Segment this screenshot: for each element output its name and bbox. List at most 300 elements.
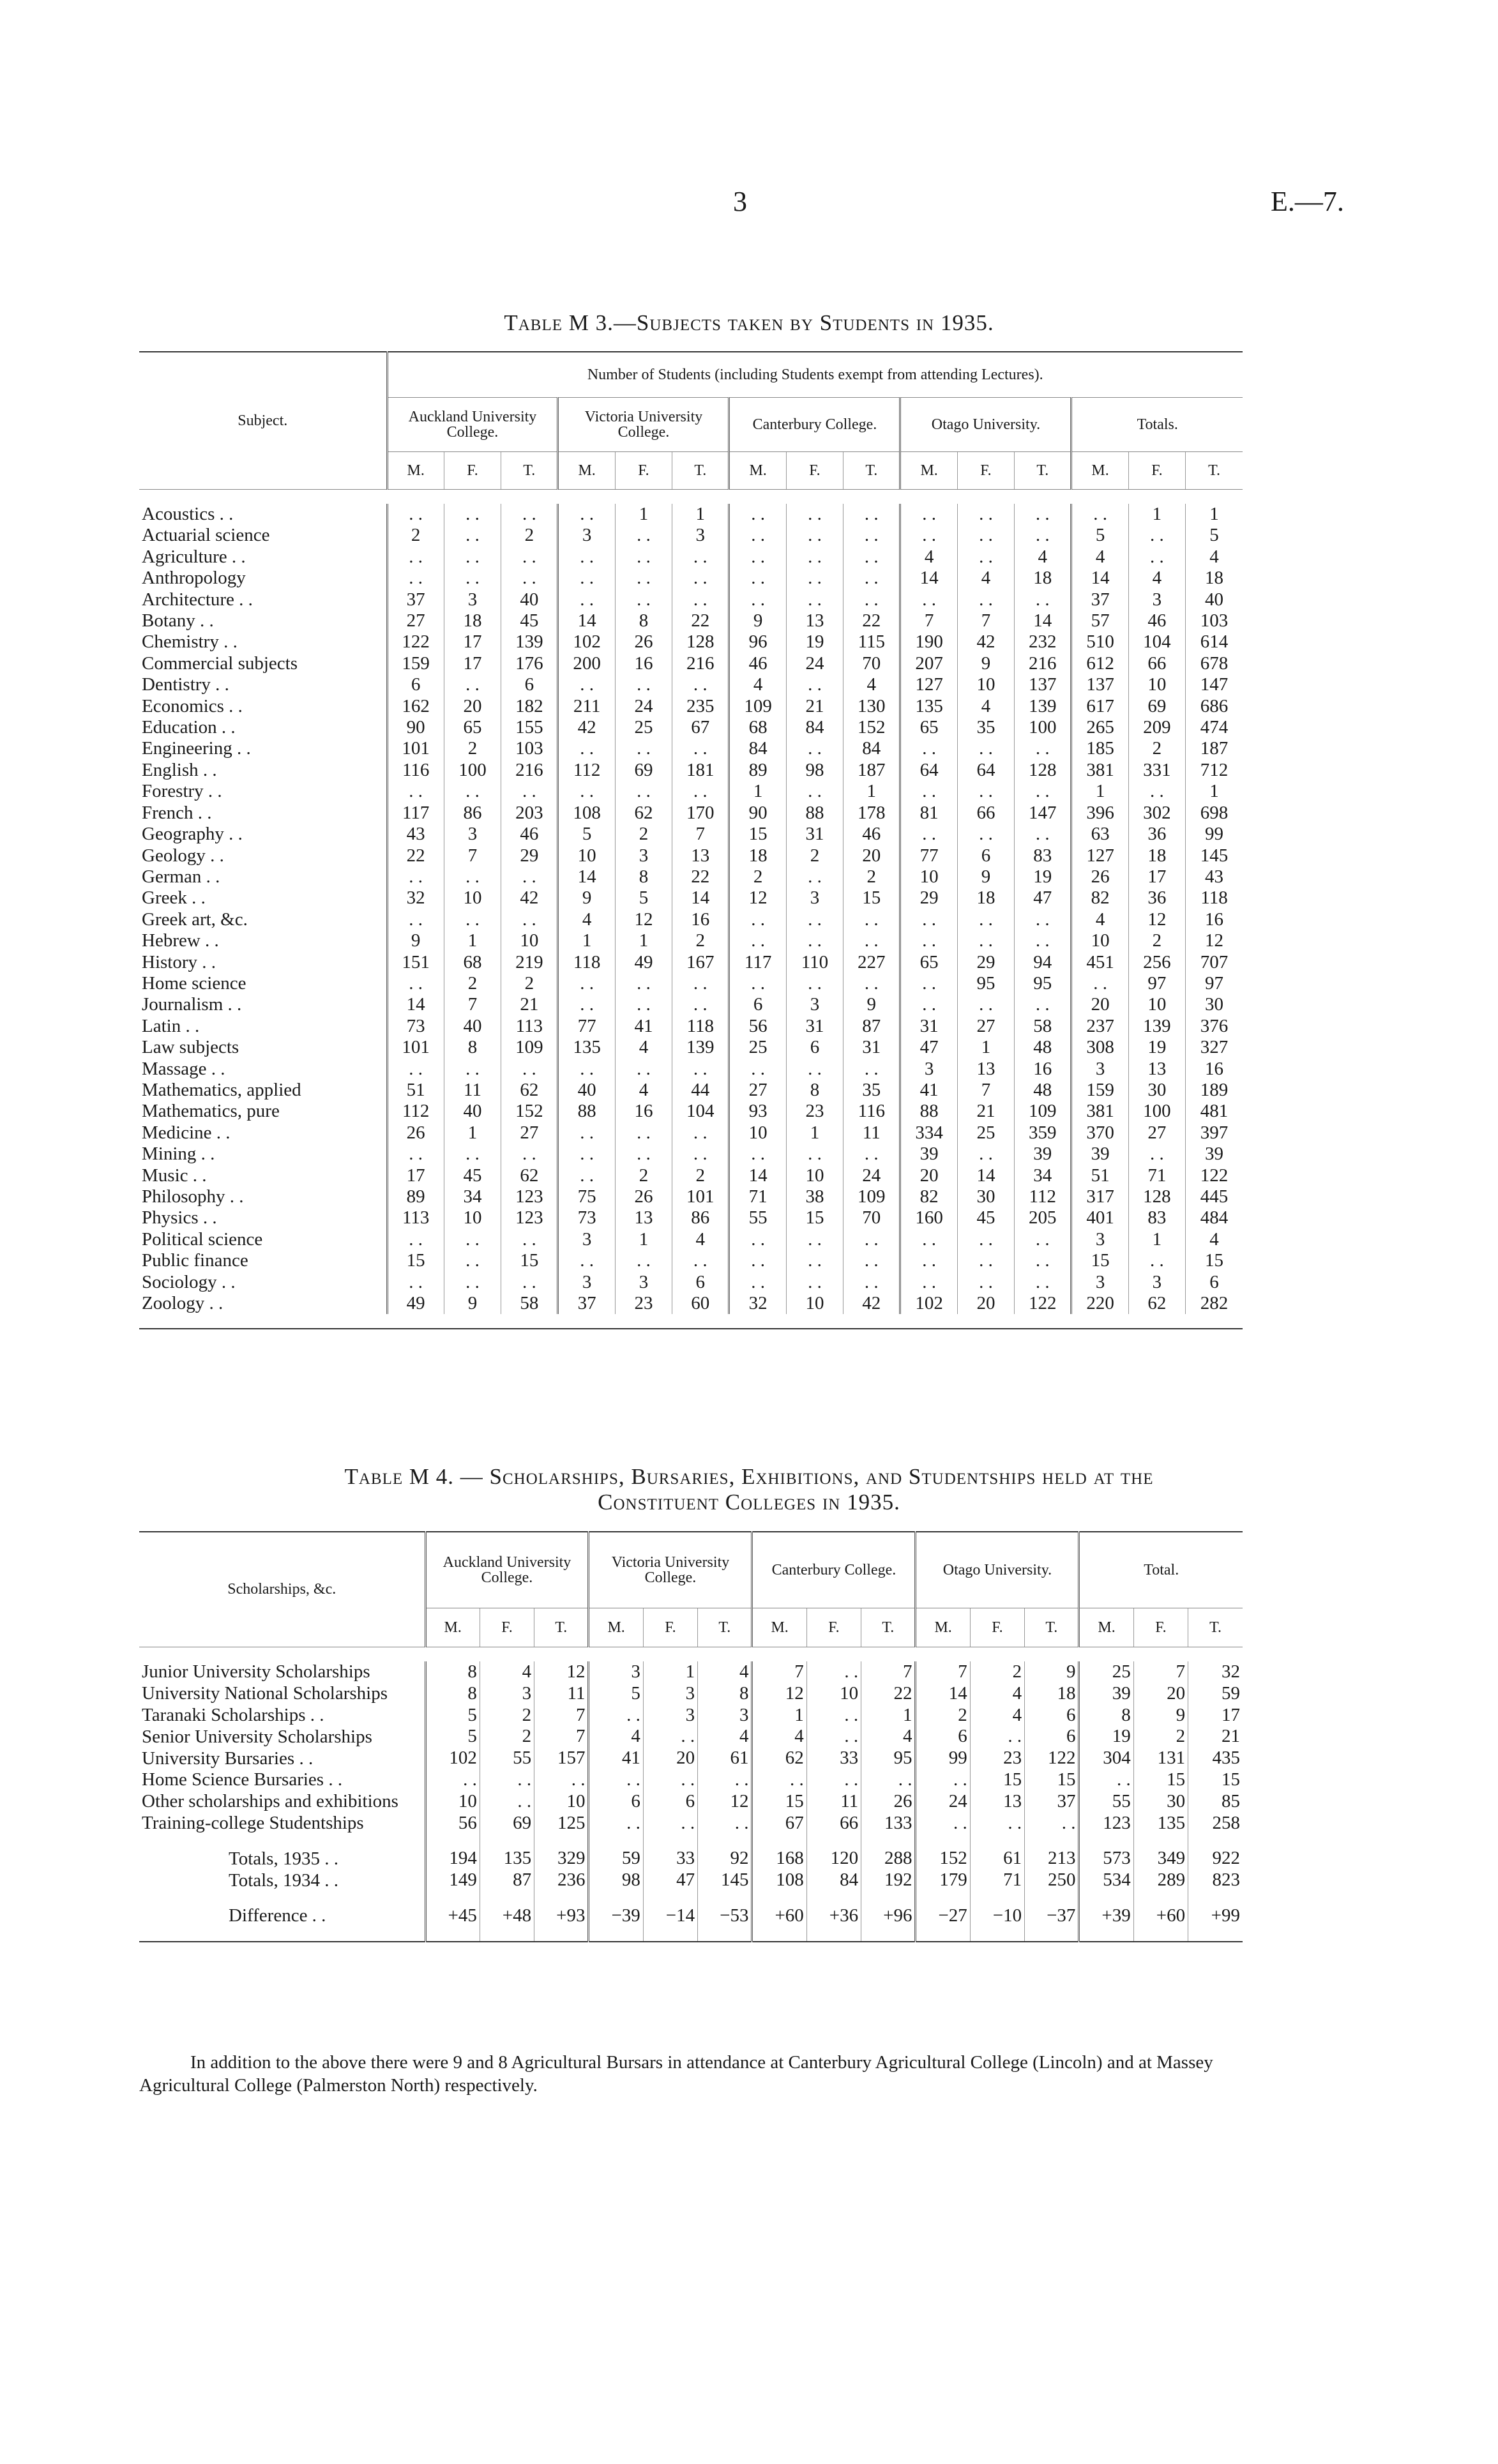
- table-row: [139, 1748, 1243, 1769]
- row-label: Acoustics . .: [142, 504, 234, 524]
- table-row: [139, 888, 1243, 909]
- table-cell: 10: [786, 1165, 843, 1186]
- table-cell: 21: [1188, 1726, 1243, 1748]
- table-cell: 29: [900, 888, 957, 909]
- table-cell: 116: [387, 760, 444, 781]
- table-cell: 8: [786, 1080, 843, 1101]
- table-cell: . .: [558, 1059, 615, 1080]
- table-cell: . .: [844, 525, 900, 546]
- table-cell: 123: [1079, 1813, 1133, 1834]
- table-cell: 49: [387, 1293, 444, 1314]
- table-cell: 77: [900, 845, 957, 866]
- table-cell: 133: [861, 1813, 916, 1834]
- table-cell: 370: [1071, 1122, 1128, 1144]
- table-cell: . .: [672, 1250, 729, 1271]
- table-cell: 194: [425, 1848, 480, 1870]
- table-cell: 8: [698, 1683, 752, 1705]
- table-cell: . .: [558, 1122, 615, 1144]
- table-cell: 30: [957, 1186, 1014, 1207]
- table-cell: 823: [1188, 1870, 1243, 1891]
- table-cell: 4: [1015, 547, 1071, 568]
- table-cell: 113: [387, 1207, 444, 1228]
- table-cell: 1: [844, 781, 900, 802]
- table-cell: . .: [1128, 781, 1185, 802]
- table-cell: . .: [786, 674, 843, 695]
- table-cell: . .: [729, 525, 786, 546]
- table-cell: 31: [844, 1037, 900, 1058]
- table-cell: 71: [729, 1186, 786, 1207]
- table-cell: 87: [844, 1016, 900, 1037]
- table-cell: 127: [900, 674, 957, 695]
- table-row: [139, 1726, 1243, 1748]
- table-cell: . .: [1025, 1813, 1079, 1834]
- table-cell: 2: [729, 866, 786, 888]
- table-cell: . .: [900, 738, 957, 759]
- table-cell: 97: [1128, 973, 1185, 994]
- table-cell: 26: [1071, 866, 1128, 888]
- table-cell: 100: [1015, 717, 1071, 738]
- table-cell: 157: [534, 1748, 589, 1769]
- table-cell: . .: [387, 866, 444, 888]
- table-cell: 99: [916, 1748, 970, 1769]
- table-row: [139, 631, 1243, 653]
- table-row: [139, 696, 1243, 717]
- table-cell: 39: [1071, 1144, 1128, 1165]
- table-cell: 122: [1015, 1293, 1071, 1314]
- table-cell: 15: [752, 1791, 806, 1813]
- table-cell: . .: [387, 973, 444, 994]
- table-cell: . .: [558, 1144, 615, 1165]
- table4-subcol-header: T.: [861, 1608, 916, 1647]
- table-row: [139, 1250, 1243, 1271]
- table-cell: 10: [957, 674, 1014, 695]
- table-cell: 232: [1015, 631, 1071, 653]
- table-cell: 329: [534, 1848, 589, 1870]
- table-cell: . .: [844, 909, 900, 930]
- table3-subcol-header: F.: [1128, 452, 1185, 490]
- table-cell: 15: [970, 1769, 1024, 1791]
- table-cell: 11: [534, 1683, 589, 1705]
- table-cell: 2: [615, 824, 672, 845]
- table-cell: 9: [957, 866, 1014, 888]
- table-cell: 43: [387, 824, 444, 845]
- table-cell: 4: [1128, 568, 1185, 589]
- table-cell: . .: [957, 589, 1014, 610]
- table-cell: 211: [558, 696, 615, 717]
- table-cell: 19: [1079, 1726, 1133, 1748]
- table-cell: 113: [501, 1016, 558, 1037]
- table-cell: 130: [844, 696, 900, 717]
- table-cell: 65: [900, 717, 957, 738]
- table-cell: 15: [387, 1250, 444, 1271]
- table-cell: 108: [752, 1870, 806, 1891]
- table-cell: 21: [501, 994, 558, 1015]
- row-label: Totals, 1935 . .: [229, 1848, 338, 1869]
- table-cell: 10: [786, 1293, 843, 1314]
- table-cell: −53: [698, 1905, 752, 1927]
- table-cell: . .: [615, 1122, 672, 1144]
- table4-group-header: Otago University.: [916, 1532, 1079, 1608]
- table-cell: . .: [672, 568, 729, 589]
- table-cell: 4: [1071, 547, 1128, 568]
- table-cell: 5: [615, 888, 672, 909]
- table-row: [139, 1016, 1243, 1037]
- table-cell: 112: [1015, 1186, 1071, 1207]
- table-cell: 2: [615, 1165, 672, 1186]
- table-cell: 69: [480, 1813, 534, 1834]
- table-cell: . .: [387, 547, 444, 568]
- table-cell: 139: [501, 631, 558, 653]
- table-cell: . .: [501, 504, 558, 525]
- table-cell: . .: [1015, 525, 1071, 546]
- table-cell: 1: [444, 930, 501, 951]
- table-cell: . .: [643, 1769, 697, 1791]
- table-cell: 109: [501, 1037, 558, 1058]
- table-cell: 112: [387, 1101, 444, 1122]
- table-cell: 88: [900, 1101, 957, 1122]
- table-cell: 7: [444, 845, 501, 866]
- table3-subcol-header: T.: [1015, 452, 1071, 490]
- table-cell: 14: [558, 610, 615, 631]
- table-cell: . .: [957, 547, 1014, 568]
- table-cell: . .: [729, 1059, 786, 1080]
- table-cell: 13: [970, 1791, 1024, 1813]
- table-cell: 82: [900, 1186, 957, 1207]
- table-cell: . .: [844, 1059, 900, 1080]
- table-cell: 39: [1079, 1683, 1133, 1705]
- table-cell: 65: [900, 952, 957, 973]
- table-cell: . .: [957, 1229, 1014, 1250]
- table-cell: 219: [501, 952, 558, 973]
- table-cell: 7: [957, 610, 1014, 631]
- row-label: Journalism . .: [142, 994, 242, 1015]
- table-cell: . .: [1128, 1250, 1185, 1271]
- table-cell: 135: [1133, 1813, 1188, 1834]
- table-cell: . .: [786, 568, 843, 589]
- table-cell: 712: [1186, 760, 1243, 781]
- table-row: [139, 1101, 1243, 1122]
- table-row: [139, 845, 1243, 866]
- table-cell: . .: [444, 1272, 501, 1293]
- table-cell: . .: [615, 738, 672, 759]
- table-cell: 4: [729, 674, 786, 695]
- table-cell: 120: [806, 1848, 861, 1870]
- table-cell: 4: [589, 1726, 643, 1748]
- table-cell: . .: [844, 1250, 900, 1271]
- table-cell: 21: [957, 1101, 1014, 1122]
- table-cell: 15: [844, 888, 900, 909]
- table-cell: 26: [615, 631, 672, 653]
- table4-scholarships: [139, 1531, 1243, 1942]
- table-cell: . .: [444, 866, 501, 888]
- table3-subcol-header: M.: [1071, 452, 1128, 490]
- table-cell: 89: [729, 760, 786, 781]
- table-cell: 2: [444, 738, 501, 759]
- table-cell: 59: [589, 1848, 643, 1870]
- row-label: English . .: [142, 759, 217, 780]
- table-cell: 4: [970, 1705, 1024, 1727]
- table-cell: 3: [1071, 1229, 1128, 1250]
- table3-group-header: Totals.: [1071, 398, 1243, 452]
- row-label: Home science: [142, 972, 246, 994]
- row-label: Agriculture . .: [142, 546, 246, 567]
- table-cell: 27: [729, 1080, 786, 1101]
- table-cell: 102: [558, 631, 615, 653]
- table-cell: . .: [957, 1272, 1014, 1293]
- table-cell: . .: [589, 1813, 643, 1834]
- table-cell: . .: [501, 568, 558, 589]
- row-label: Chemistry . .: [142, 631, 238, 653]
- table-cell: 308: [1071, 1037, 1128, 1058]
- table-cell: . .: [900, 781, 957, 802]
- table-cell: . .: [643, 1726, 697, 1748]
- table-row: [139, 1905, 1243, 1927]
- table-cell: 331: [1128, 760, 1185, 781]
- table-cell: 75: [558, 1186, 615, 1207]
- table-cell: 26: [861, 1791, 916, 1813]
- table-cell: 17: [387, 1165, 444, 1186]
- table-cell: +36: [806, 1905, 861, 1927]
- table-cell: +60: [1133, 1905, 1188, 1927]
- table-cell: 69: [615, 760, 672, 781]
- table-cell: 216: [501, 760, 558, 781]
- table-cell: . .: [957, 738, 1014, 759]
- table-row: [139, 1791, 1243, 1813]
- table-row: [139, 1165, 1243, 1186]
- table-cell: 139: [672, 1037, 729, 1058]
- table-cell: 4: [900, 547, 957, 568]
- table-cell: 36: [1128, 824, 1185, 845]
- table-cell: 1: [444, 1122, 501, 1144]
- row-label: Senior University Scholarships: [142, 1726, 372, 1747]
- table-row: [139, 760, 1243, 781]
- table-cell: . .: [786, 1144, 843, 1165]
- table-cell: 103: [1186, 610, 1243, 631]
- table-cell: . .: [615, 973, 672, 994]
- table-row: [139, 781, 1243, 802]
- row-label: Mathematics, pure: [142, 1101, 280, 1122]
- table-cell: . .: [729, 1250, 786, 1271]
- table-cell: 6: [643, 1791, 697, 1813]
- table-cell: −14: [643, 1905, 697, 1927]
- table-row: [139, 1661, 1243, 1683]
- table-cell: 2: [387, 525, 444, 546]
- table-cell: 109: [844, 1186, 900, 1207]
- table-cell: 30: [1186, 994, 1243, 1015]
- table-cell: 381: [1071, 760, 1128, 781]
- table4-subcol-header: M.: [1079, 1608, 1133, 1647]
- table4-subcol-header: F.: [806, 1608, 861, 1647]
- table-cell: 11: [806, 1791, 861, 1813]
- table-cell: . .: [444, 504, 501, 525]
- table3-group-header: Auckland University College.: [387, 398, 558, 452]
- page-number: 3: [733, 186, 747, 217]
- table3-subcol-header: T.: [501, 452, 558, 490]
- table-cell: 2: [480, 1726, 534, 1748]
- table-cell: 152: [501, 1101, 558, 1122]
- table-cell: . .: [806, 1769, 861, 1791]
- table-cell: 10: [900, 866, 957, 888]
- table-cell: 5: [558, 824, 615, 845]
- table-cell: . .: [729, 1229, 786, 1250]
- table-cell: 108: [558, 803, 615, 824]
- table-cell: 95: [1015, 973, 1071, 994]
- table-cell: . .: [615, 568, 672, 589]
- table-cell: 573: [1079, 1848, 1133, 1870]
- table-cell: 2: [970, 1661, 1024, 1683]
- table-cell: 58: [1015, 1016, 1071, 1037]
- table-cell: 10: [1128, 994, 1185, 1015]
- table-cell: . .: [957, 930, 1014, 951]
- table-cell: 3: [615, 845, 672, 866]
- table-row: [139, 610, 1243, 631]
- table-cell: 13: [672, 845, 729, 866]
- table-cell: . .: [844, 504, 900, 525]
- table-cell: 1: [752, 1705, 806, 1727]
- table-cell: 15: [501, 1250, 558, 1271]
- table-cell: 6: [1025, 1726, 1079, 1748]
- table-cell: 87: [480, 1870, 534, 1891]
- table-cell: 9: [844, 994, 900, 1015]
- table-cell: 103: [501, 738, 558, 759]
- table-cell: 44: [672, 1080, 729, 1101]
- table-row: [139, 547, 1243, 568]
- table-cell: 3: [1128, 589, 1185, 610]
- table-cell: . .: [558, 738, 615, 759]
- table-cell: 12: [752, 1683, 806, 1705]
- table-cell: 86: [444, 803, 501, 824]
- table-cell: 84: [729, 738, 786, 759]
- table-cell: 17: [444, 631, 501, 653]
- table-cell: 203: [501, 803, 558, 824]
- table-cell: 2: [480, 1705, 534, 1727]
- table-cell: 2: [672, 1165, 729, 1186]
- row-label: Hebrew . .: [142, 930, 219, 951]
- table-cell: 109: [1015, 1101, 1071, 1122]
- table-cell: . .: [387, 1144, 444, 1165]
- table-cell: 17: [444, 653, 501, 674]
- table-cell: 3: [1071, 1059, 1128, 1080]
- table-cell: 3: [558, 1272, 615, 1293]
- table-cell: . .: [957, 525, 1014, 546]
- table3-subcol-header: F.: [615, 452, 672, 490]
- table-cell: . .: [444, 1144, 501, 1165]
- table-cell: 94: [1015, 952, 1071, 973]
- table-cell: . .: [672, 1144, 729, 1165]
- table-cell: 65: [444, 717, 501, 738]
- table-cell: 1: [786, 1122, 843, 1144]
- table4-group-header: Victoria University College.: [589, 1532, 752, 1608]
- table-cell: . .: [729, 504, 786, 525]
- table-row: [139, 1122, 1243, 1144]
- table-row: [139, 803, 1243, 824]
- table-cell: 698: [1186, 803, 1243, 824]
- table-cell: 62: [1128, 1293, 1185, 1314]
- table-cell: . .: [1015, 1250, 1071, 1271]
- table-cell: 71: [1128, 1165, 1185, 1186]
- table-cell: 22: [672, 610, 729, 631]
- table-cell: 376: [1186, 1016, 1243, 1037]
- table-cell: 4: [957, 568, 1014, 589]
- table-cell: 117: [387, 803, 444, 824]
- row-label: Actuarial science: [142, 525, 270, 546]
- table-cell: 8: [615, 610, 672, 631]
- table-cell: 17: [1128, 866, 1185, 888]
- table-cell: 16: [1015, 1059, 1071, 1080]
- table-cell: 90: [387, 717, 444, 738]
- row-label: Other scholarships and exhibitions: [142, 1791, 398, 1812]
- table-cell: 100: [1128, 1101, 1185, 1122]
- table-cell: 14: [1071, 568, 1128, 589]
- table-cell: . .: [698, 1769, 752, 1791]
- row-label: Taranaki Scholarships . .: [142, 1704, 324, 1725]
- table-cell: 41: [615, 1016, 672, 1037]
- table-cell: 4: [698, 1726, 752, 1748]
- table-cell: . .: [444, 781, 501, 802]
- table-cell: 16: [615, 1101, 672, 1122]
- table-cell: 67: [752, 1813, 806, 1834]
- table-cell: 15: [786, 1207, 843, 1228]
- table-cell: 4: [957, 696, 1014, 717]
- table-cell: . .: [1015, 504, 1071, 525]
- table-cell: 29: [957, 952, 1014, 973]
- table-cell: 14: [387, 994, 444, 1015]
- table-row: [139, 994, 1243, 1015]
- table-cell: . .: [900, 1250, 957, 1271]
- table-cell: . .: [729, 1144, 786, 1165]
- table-cell: 167: [672, 952, 729, 973]
- table-cell: 122: [1186, 1165, 1243, 1186]
- table-cell: . .: [900, 589, 957, 610]
- table-cell: 37: [558, 1293, 615, 1314]
- table3-subcol-header: F.: [786, 452, 843, 490]
- table-row: [139, 674, 1243, 695]
- table-cell: . .: [1015, 781, 1071, 802]
- table-cell: 12: [1186, 930, 1243, 951]
- table-cell: 396: [1071, 803, 1128, 824]
- table-cell: 27: [501, 1122, 558, 1144]
- table-cell: 8: [1079, 1705, 1133, 1727]
- table-cell: 37: [387, 589, 444, 610]
- table-cell: 3: [444, 824, 501, 845]
- table-cell: . .: [844, 1229, 900, 1250]
- table-cell: 2: [916, 1705, 970, 1727]
- table-cell: . .: [558, 504, 615, 525]
- table-cell: 40: [444, 1016, 501, 1037]
- table-cell: 8: [615, 866, 672, 888]
- table-cell: 117: [729, 952, 786, 973]
- table-cell: 18: [1025, 1683, 1079, 1705]
- table-cell: . .: [900, 1272, 957, 1293]
- table-cell: . .: [1071, 973, 1128, 994]
- table-cell: . .: [844, 973, 900, 994]
- table-cell: 86: [672, 1207, 729, 1228]
- table-cell: 4: [615, 1037, 672, 1058]
- table-cell: 3: [786, 994, 843, 1015]
- table-cell: 2: [1128, 738, 1185, 759]
- row-label: Commercial subjects: [142, 653, 298, 674]
- table-cell: 20: [957, 1293, 1014, 1314]
- table-cell: 128: [1128, 1186, 1185, 1207]
- table-cell: 23: [970, 1748, 1024, 1769]
- row-label: Training-college Studentships: [142, 1812, 364, 1833]
- table4-subcol-header: M.: [589, 1608, 643, 1647]
- table-cell: . .: [558, 674, 615, 695]
- table-cell: 31: [900, 1016, 957, 1037]
- table-cell: . .: [1128, 525, 1185, 546]
- table-cell: . .: [957, 1250, 1014, 1271]
- table-cell: 82: [1071, 888, 1128, 909]
